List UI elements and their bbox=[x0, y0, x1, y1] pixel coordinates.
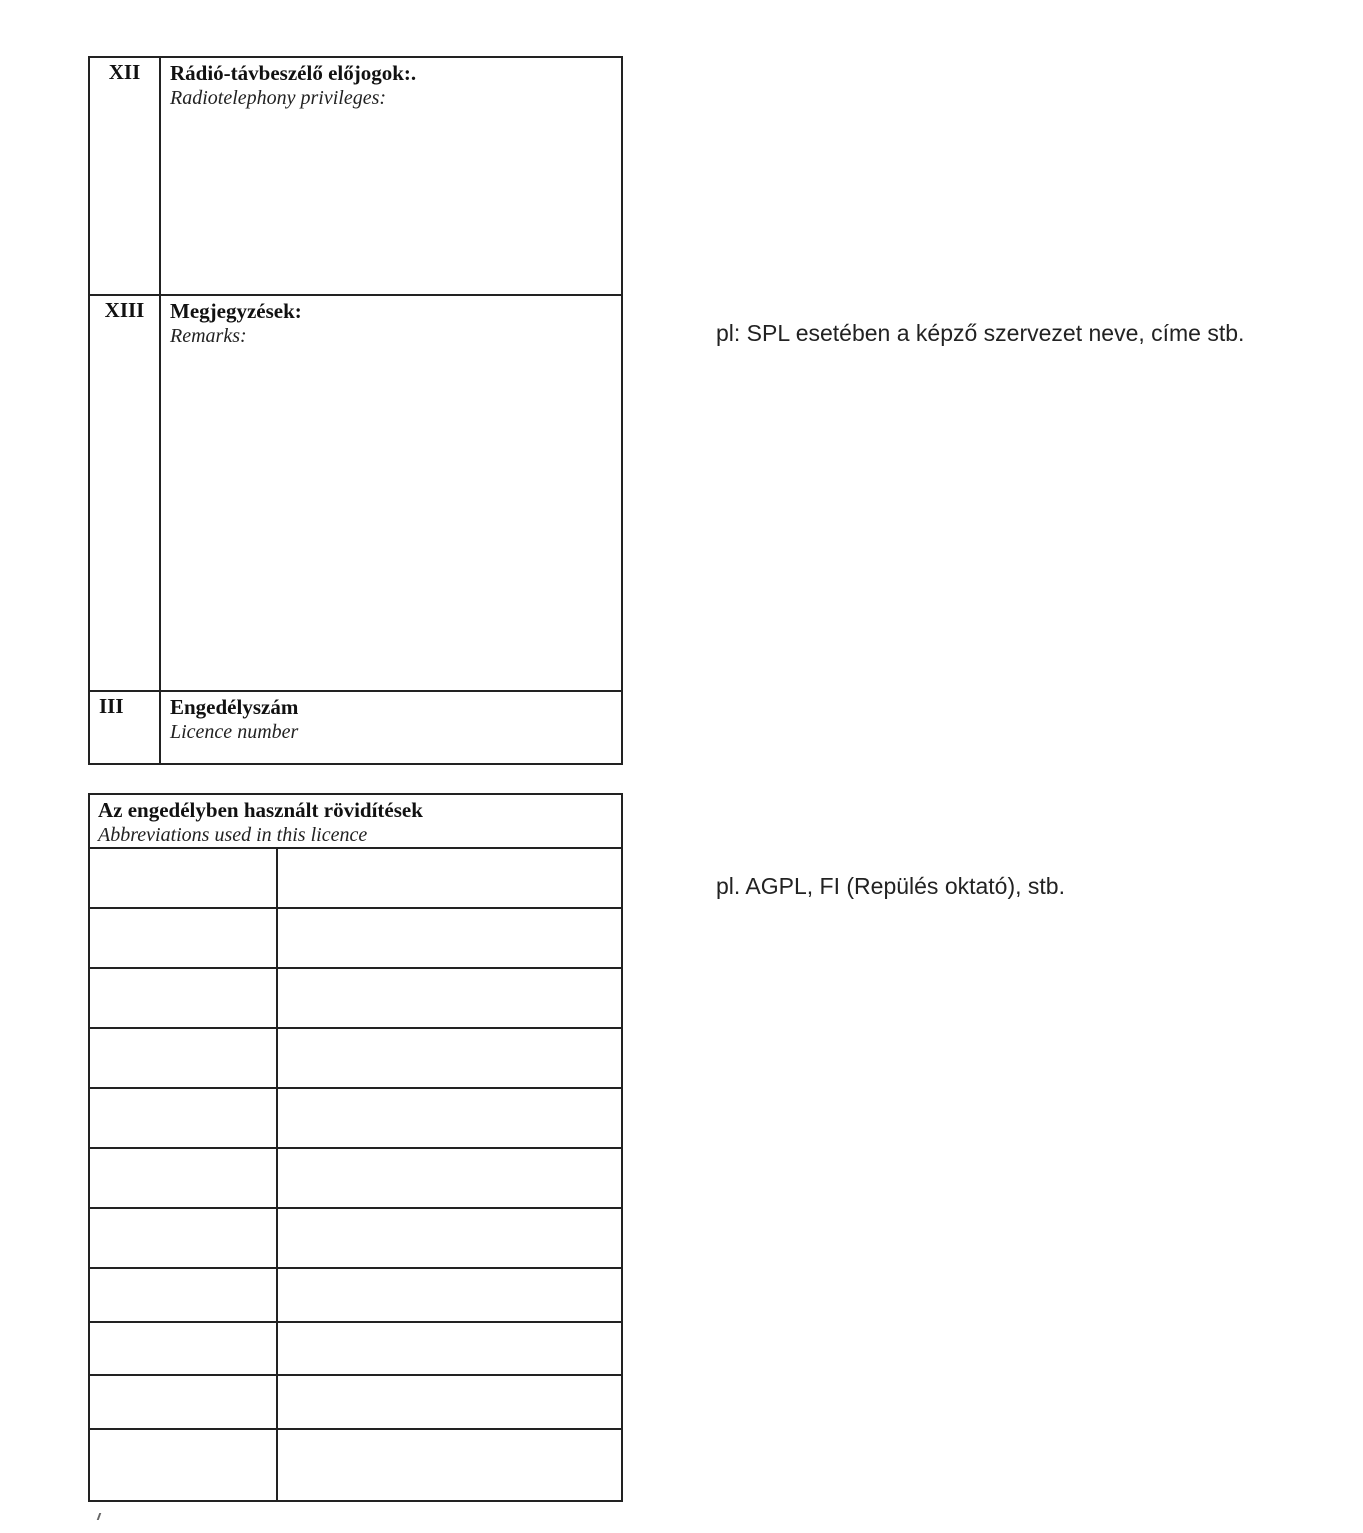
meaning-cell[interactable] bbox=[277, 1088, 622, 1148]
radiotelephony-field[interactable] bbox=[160, 57, 622, 295]
remarks-field[interactable] bbox=[160, 295, 622, 691]
abbreviation-cell[interactable] bbox=[89, 908, 277, 968]
meaning-cell[interactable] bbox=[277, 1322, 622, 1375]
abbreviations-title-en: Abbreviations used in this licence bbox=[98, 824, 368, 846]
remarks-note: pl: SPL esetében a képző szervezet neve, címe stb. bbox=[716, 320, 1245, 346]
meaning-cell[interactable] bbox=[277, 1208, 622, 1268]
meaning-cell[interactable] bbox=[277, 1429, 622, 1501]
meaning-cell[interactable] bbox=[277, 848, 622, 908]
abbreviations-note: pl. AGPL, FI (Repülés oktató), stb. bbox=[716, 873, 1065, 899]
abbreviation-cell[interactable] bbox=[89, 1375, 277, 1429]
table-row bbox=[89, 1268, 622, 1322]
abbreviations-title-hu: Az engedélyben használt rövidítések bbox=[98, 798, 423, 822]
abbreviation-cell[interactable] bbox=[89, 1028, 277, 1088]
table-row bbox=[89, 968, 622, 1028]
table-row bbox=[89, 1148, 622, 1208]
meaning-cell[interactable] bbox=[277, 968, 622, 1028]
meaning-cell[interactable] bbox=[277, 1375, 622, 1429]
table-row bbox=[89, 1208, 622, 1268]
field-title-hu: Rádió-távbeszélő előjogok:. bbox=[170, 61, 417, 85]
page-mark bbox=[97, 1513, 102, 1520]
meaning-cell[interactable] bbox=[277, 908, 622, 968]
table-row bbox=[89, 908, 622, 968]
licence-number-field[interactable] bbox=[160, 691, 622, 764]
table-row bbox=[89, 848, 622, 908]
table-row bbox=[89, 1028, 622, 1088]
row-number: XII bbox=[89, 57, 160, 295]
form-row-licence-number bbox=[89, 691, 622, 764]
table-row bbox=[89, 1375, 622, 1429]
table-row bbox=[89, 1088, 622, 1148]
meaning-cell[interactable] bbox=[277, 1268, 622, 1322]
abbreviation-cell[interactable] bbox=[89, 1322, 277, 1375]
abbreviation-cell[interactable] bbox=[89, 1268, 277, 1322]
row-number: XIII bbox=[89, 295, 160, 691]
row-number: III bbox=[89, 691, 160, 764]
field-title-hu: Megjegyzések: bbox=[170, 299, 302, 323]
table-row bbox=[89, 1429, 622, 1501]
table-row bbox=[89, 1322, 622, 1375]
meaning-cell[interactable] bbox=[277, 1148, 622, 1208]
abbreviations-table bbox=[88, 793, 623, 1502]
field-title-en: Radiotelephony privileges: bbox=[170, 87, 387, 109]
abbreviation-cell[interactable] bbox=[89, 1088, 277, 1148]
abbreviation-cell[interactable] bbox=[89, 1148, 277, 1208]
field-title-en: Remarks: bbox=[170, 325, 247, 347]
form-row-radiotelephony bbox=[89, 57, 622, 295]
abbreviation-cell[interactable] bbox=[89, 968, 277, 1028]
field-title-en: Licence number bbox=[170, 721, 299, 743]
licence-form-table bbox=[88, 56, 623, 765]
abbreviation-cell[interactable] bbox=[89, 1208, 277, 1268]
abbreviations-header-row bbox=[89, 794, 622, 848]
form-row-remarks bbox=[89, 295, 622, 691]
field-title-hu: Engedélyszám bbox=[170, 695, 299, 719]
meaning-cell[interactable] bbox=[277, 1028, 622, 1088]
abbreviation-cell[interactable] bbox=[89, 848, 277, 908]
abbreviation-cell[interactable] bbox=[89, 1429, 277, 1501]
abbreviations-header bbox=[89, 794, 622, 848]
